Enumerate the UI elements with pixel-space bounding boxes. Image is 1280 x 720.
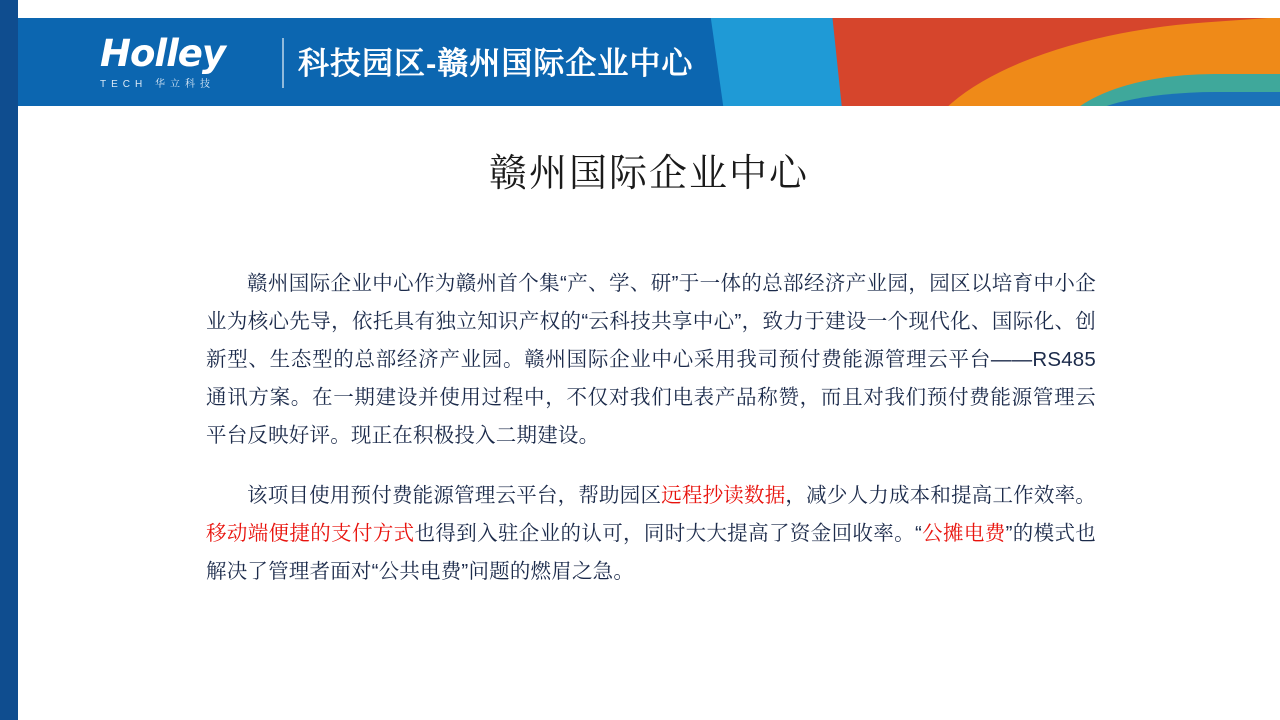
paragraph-2-highlight-2: 移动端便捷的支付方式 xyxy=(206,522,415,545)
paragraph-2-part-4: ”的模式也解决了管理者面对“公共电费”问题的燃眉之急。 xyxy=(206,522,1097,583)
slide-header-banner xyxy=(18,18,1280,106)
paragraph-2-part-3: 也得到入驻企业的认可，同时大大提高了资金回收率。“ xyxy=(414,522,923,545)
paragraph-1: 赣州国际企业中心作为赣州首个集“产、学、研”于一体的总部经济产业园，园区以培育中小企业为核心先导，依托具有独立知识产权的“云科技共享中心”，致力于建设一个现代化、国际化、创新型、生态型的总部经济产业园。赣州国际企业中心采用我司预付费能源管理云平台——RS485通讯方案。在一期建设并使用过程中，不仅对我们电表产品称赞，而且对我们预付费能源管理云平台反映好评。现正在积极投入二期建设。 xyxy=(206,272,1096,447)
paragraph-2 xyxy=(206,477,1096,591)
logo-subtitle: TECH 华立科技 xyxy=(100,79,215,90)
slide-body xyxy=(206,265,1096,591)
company-logo xyxy=(100,32,272,92)
left-accent-strip xyxy=(0,0,18,720)
header-title: 科技园区-赣州国际企业中心 xyxy=(298,46,694,81)
paragraph-2-part-1: 该项目使用预付费能源管理云平台，帮助园区 xyxy=(247,484,662,507)
page-title: 赣州国际企业中心 xyxy=(488,153,809,195)
logo-wordmark: Holley xyxy=(100,32,225,75)
paragraph-2-part-2: ，减少人力成本和提高工作效率。 xyxy=(785,484,1097,507)
paragraph-2-highlight-1: 远程抄读数据 xyxy=(661,484,786,507)
paragraph-2-highlight-3: 公摊电费 xyxy=(922,522,1006,545)
header-divider xyxy=(282,38,284,88)
